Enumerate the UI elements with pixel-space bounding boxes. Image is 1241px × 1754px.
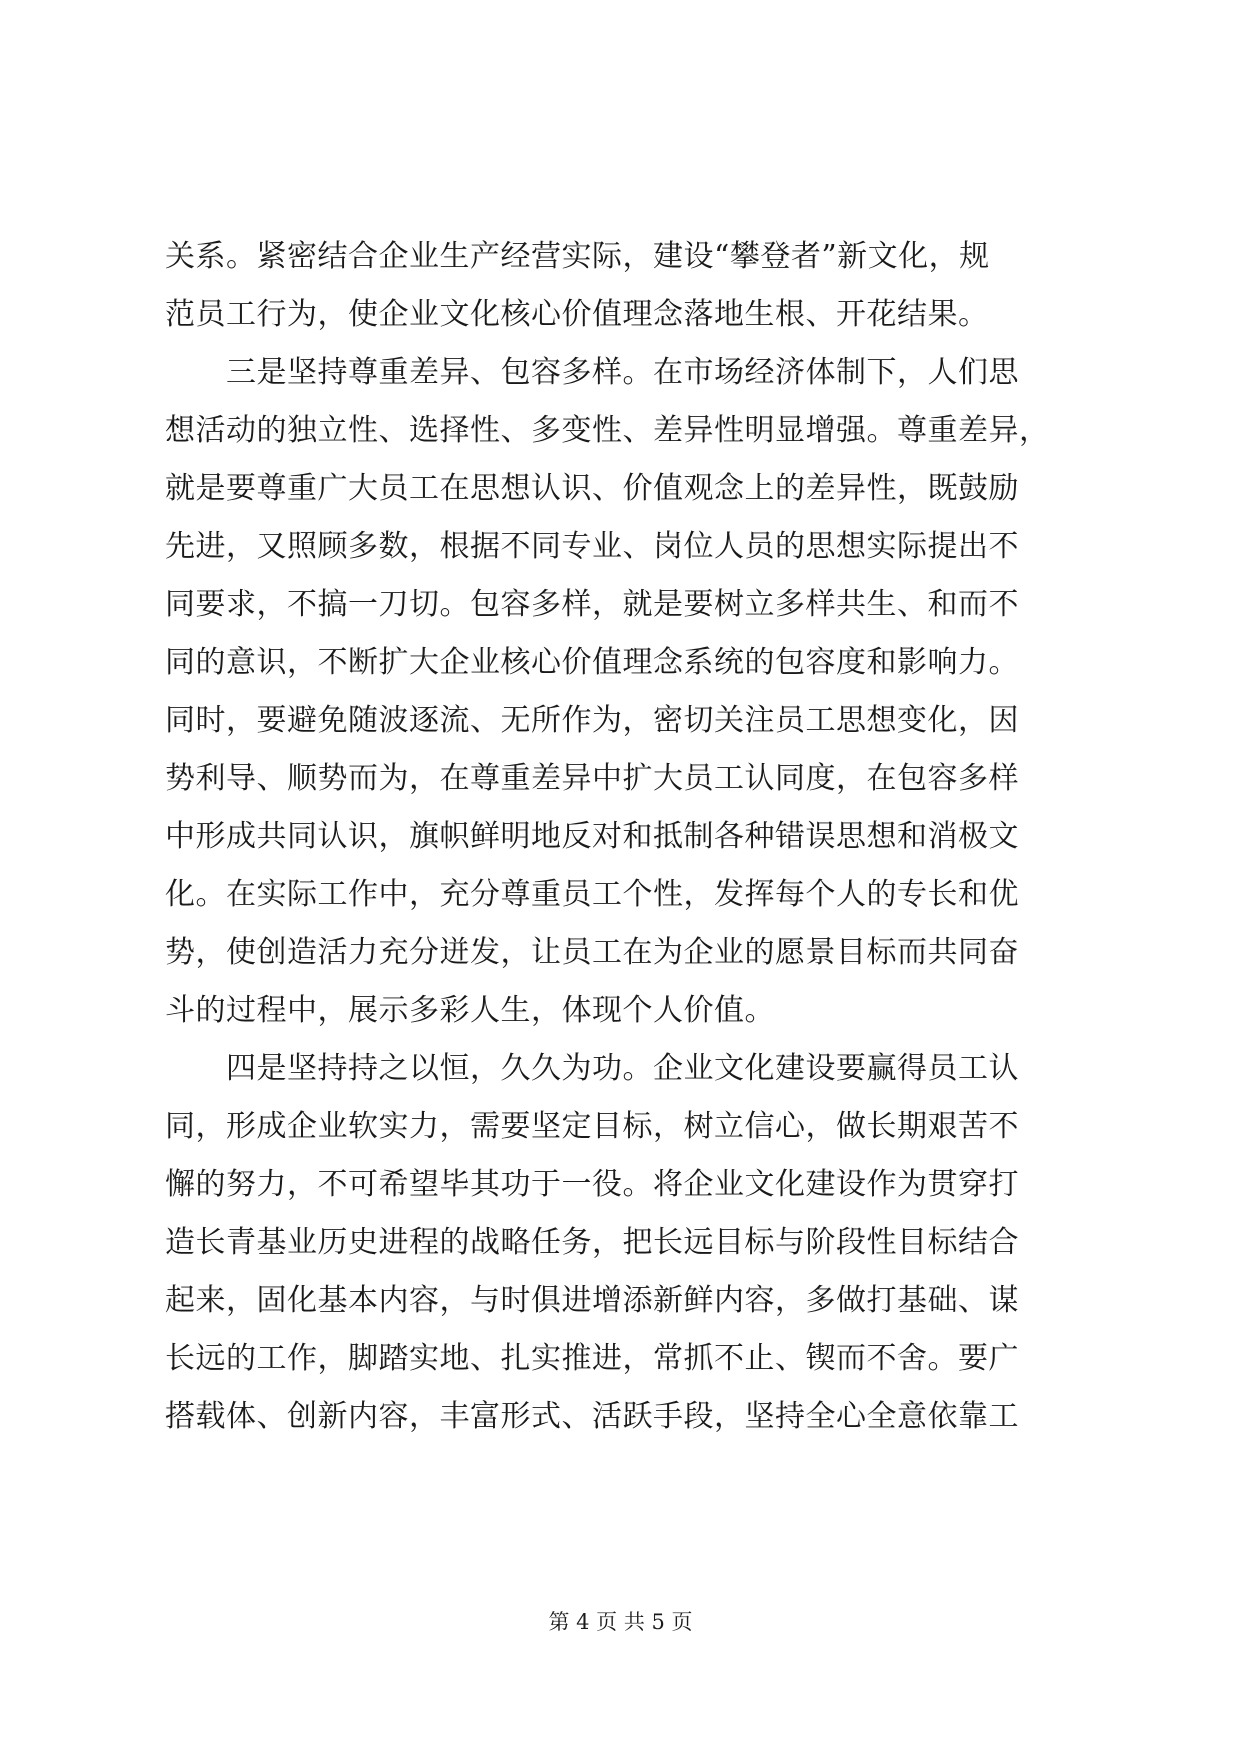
text-line: 搭载体、创新内容，丰富形式、活跃手段，坚持全心全意依靠工: [165, 1399, 1019, 1434]
text-line: 懈的努力，不可希望毕其功于一役。将企业文化建设作为贯穿打: [165, 1167, 1019, 1202]
text-line: 中形成共同认识，旗帜鲜明地反对和抵制各种错误思想和消极文: [165, 819, 1019, 854]
text-line: 长远的工作，脚踏实地、扎实推进，常抓不止、锲而不舍。要广: [165, 1341, 1019, 1376]
text-line: 三是坚持尊重差异、包容多样。在市场经济体制下，人们思: [165, 355, 1019, 390]
text-line: 同要求，不搞一刀切。包容多样，就是要树立多样共生、和而不: [165, 587, 1019, 622]
text-line: 范员工行为，使企业文化核心价值理念落地生根、开花结果。: [165, 297, 989, 332]
text-line: 想活动的独立性、选择性、多变性、差异性明显增强。尊重差异，: [165, 413, 1050, 448]
text-line: 同的意识，不断扩大企业核心价值理念系统的包容度和影响力。: [165, 645, 1019, 680]
text-line: 四是坚持持之以恒，久久为功。企业文化建设要赢得员工认: [165, 1051, 1019, 1086]
text-line: 先进，又照顾多数，根据不同专业、岗位人员的思想实际提出不: [165, 529, 1019, 564]
text-line: 关系。紧密结合企业生产经营实际，建设“攀登者”新文化，规: [165, 239, 990, 274]
text-line: 就是要尊重广大员工在思想认识、价值观念上的差异性，既鼓励: [165, 471, 1019, 506]
text-line: 斗的过程中，展示多彩人生，体现个人价值。: [165, 993, 775, 1028]
text-line: 造长青基业历史进程的战略任务，把长远目标与阶段性目标结合: [165, 1225, 1019, 1260]
text-line: 同时，要避免随波逐流、无所作为，密切关注员工思想变化，因: [165, 703, 1019, 738]
text-line: 化。在实际工作中，充分尊重员工个性，发挥每个人的专长和优: [165, 877, 1019, 912]
body-text: [165, 228, 1085, 1446]
text-line: 势利导、顺势而为，在尊重差异中扩大员工认同度，在包容多样: [165, 761, 1019, 796]
text-line: 势，使创造活力充分迸发，让员工在为企业的愿景目标而共同奋: [165, 935, 1019, 970]
text-line: 同，形成企业软实力，需要坚定目标，树立信心，做长期艰苦不: [165, 1109, 1019, 1144]
page-footer: [0, 1608, 1241, 1636]
page-number: 第 4 页 共 5 页: [548, 1610, 693, 1634]
text-line: 起来，固化基本内容，与时俱进增添新鲜内容，多做打基础、谋: [165, 1283, 1019, 1318]
